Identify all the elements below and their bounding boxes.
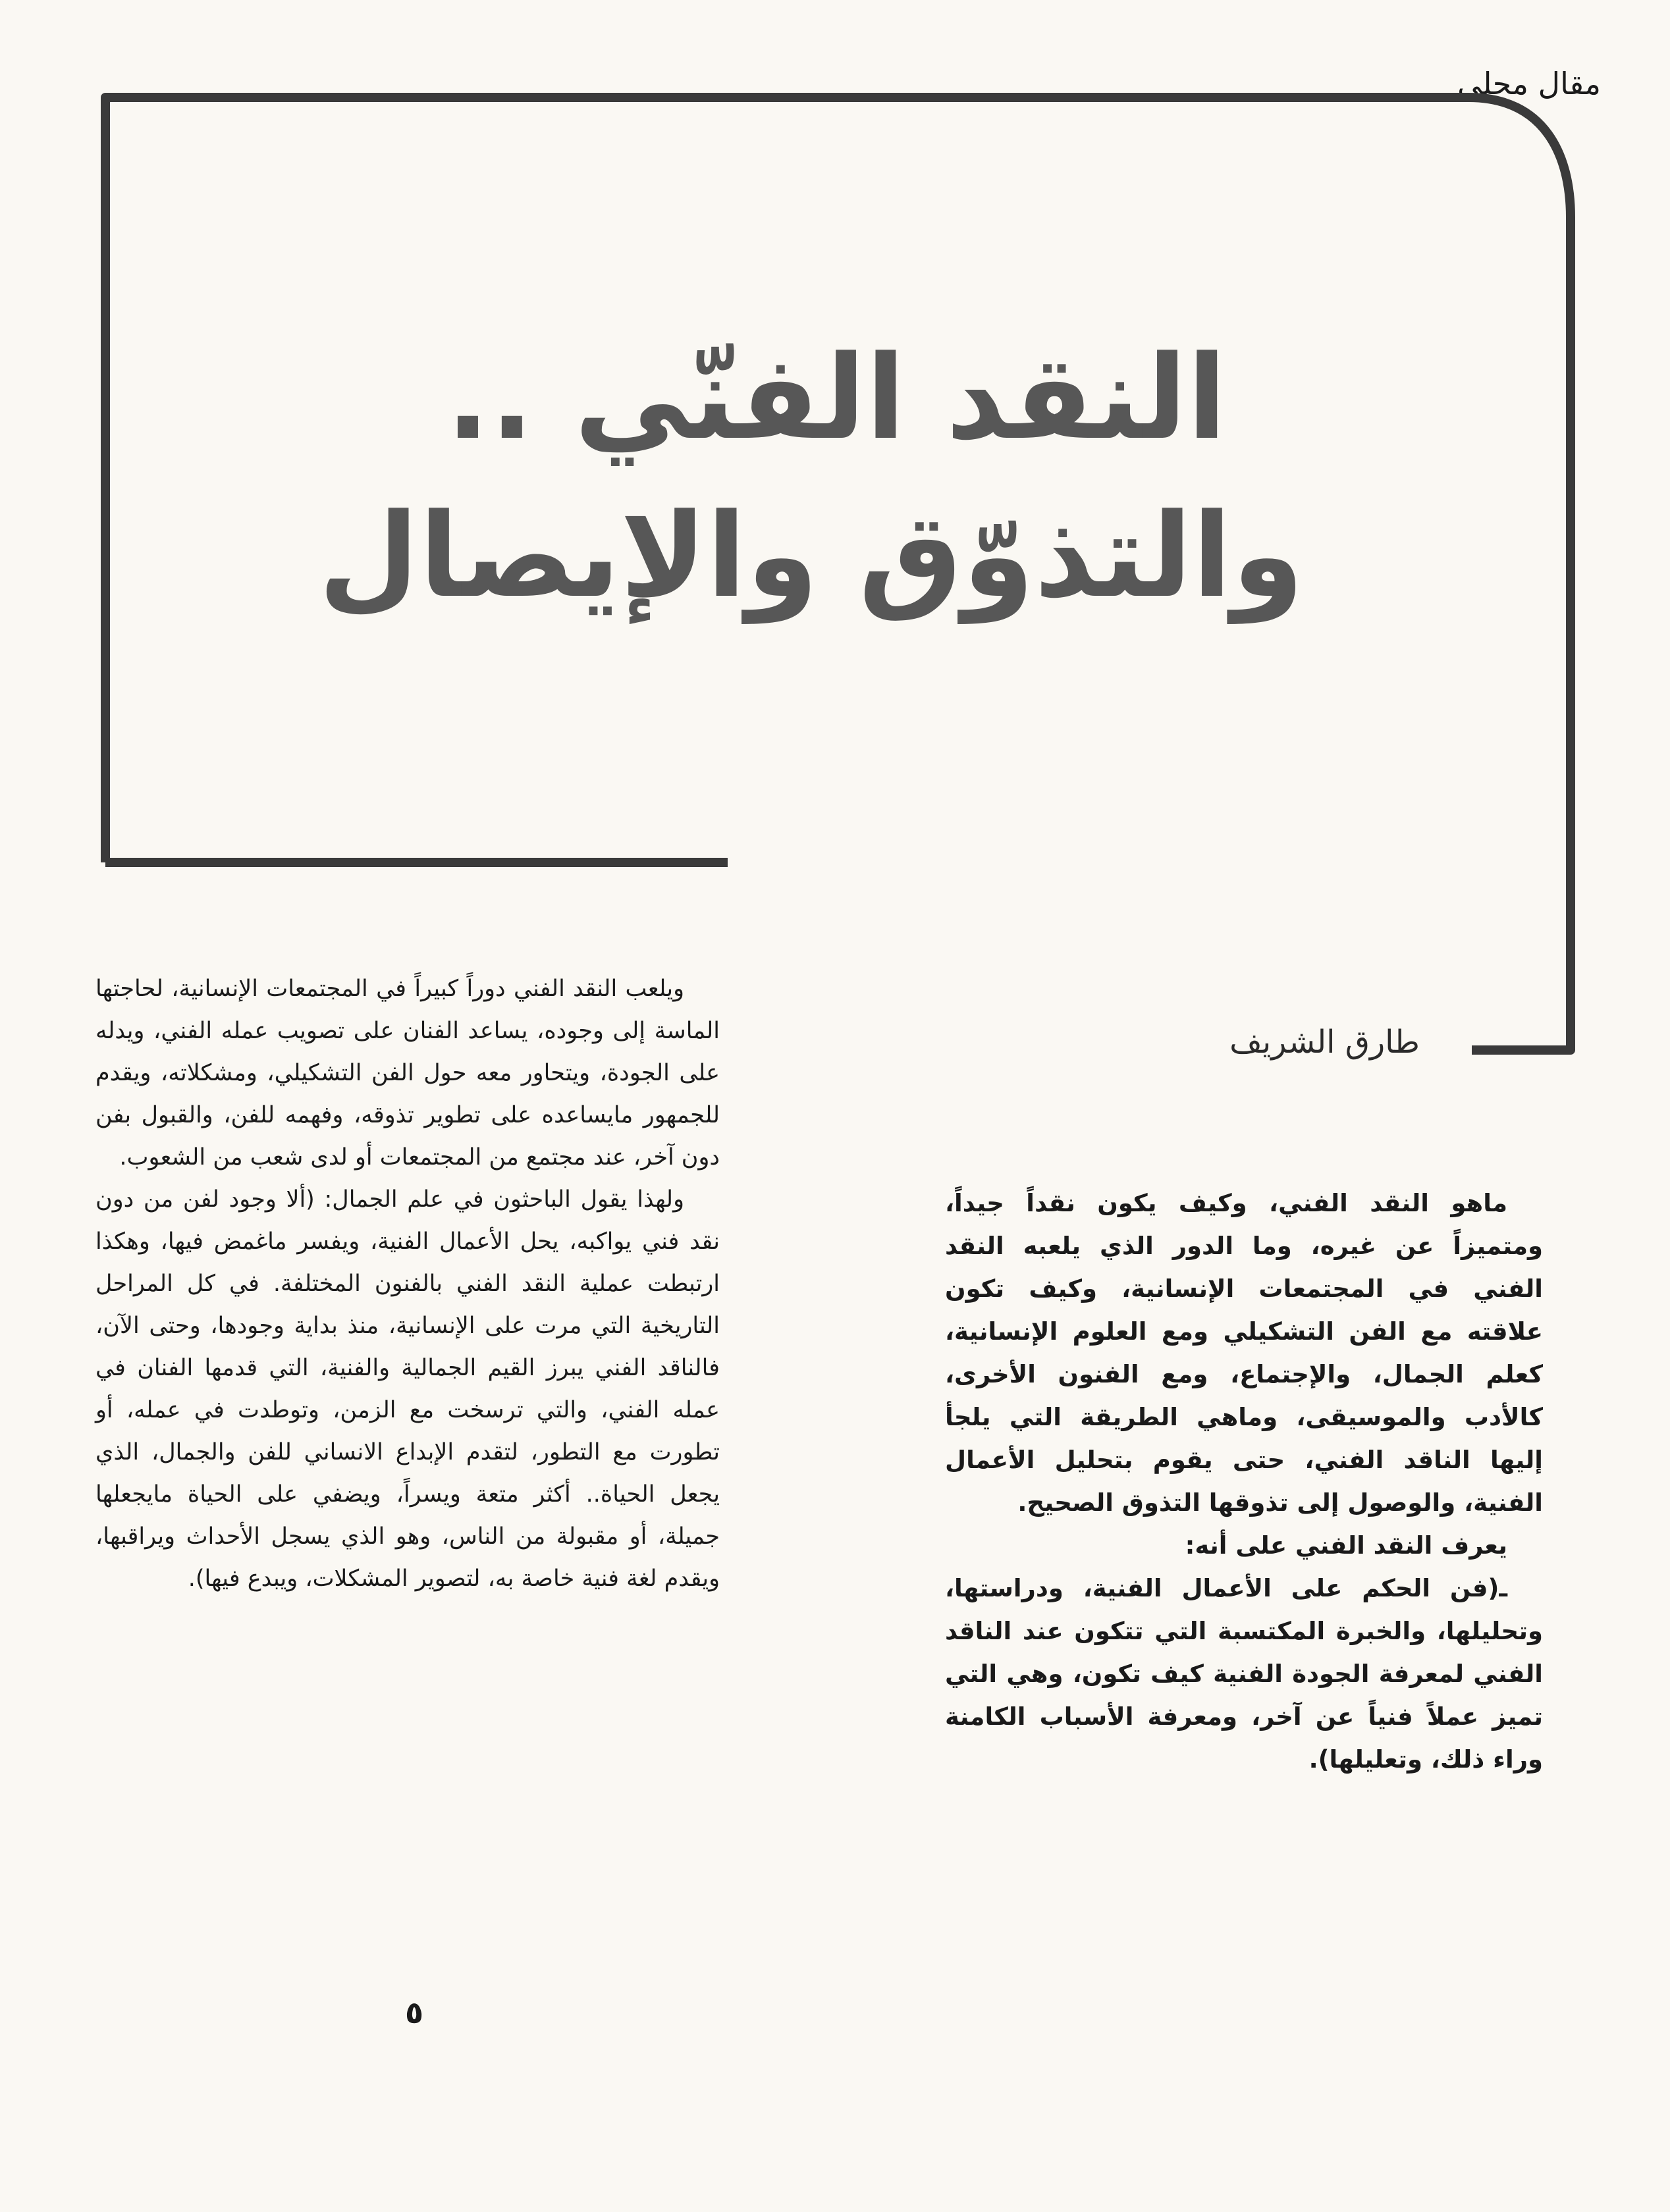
section-label: مقال محلي [1457,66,1601,101]
paragraph: يعرف النقد الفني على أنه: [1185,1531,1507,1560]
article-column-left [95,968,720,1600]
page-number: ٥ [405,1995,424,2030]
article-column-right [945,1182,1543,1781]
paragraph: ـ(فن الحكم على الأعمال الفنية، ودراستها، وتحليلها، والخبرة المكتسبة التي تتكون عند الناقد الفني لمعرفة الجودة الفنية كيف تكون، وهي التي تميز عملاً فنياً عن آخر، ومعرفة الأسباب الكامنة وراء ذلك، وتعليلها). [945,1574,1543,1774]
article-title-line1: النقد الفنّي .. [446,330,1227,465]
article-title-line2: والتذوّق والإيصال [318,488,1304,623]
paragraph: ويلعب النقد الفني دوراً كبيراً في المجتمعات الإنسانية، لحاجتها الماسة إلى وجوده، يساعد الفنان على تصويب عمله الفني، ويدله على الجودة، ويتحاور معه حول الفن التشكيلي، ومشكلاته، ويقدم للجمهور مايساعده على تطوير تذوقه، وفهمه للفن، والقبول بفن دون آخر، عند مجتمع من المجتمعات أو لدى شعب من الشعوب. [95,976,720,1171]
author-name: طارق الشريف [1229,1024,1420,1061]
paragraph: ولهذا يقول الباحثون في علم الجمال: (ألا وجود لفن من دون نقد فني يواكبه، يحل الأعمال الفنية، ويفسر ماغمض فيها، وهكذا ارتبطت عملية النقد الفني بالفنون المختلفة. في كل المراحل التاريخية التي مرت على الإنسانية، منذ بداية وجودها، وحتى الآن، فالناقد الفني يبرز القيم الجمالية والفنية، التي قدمها الفنان في عمله الفني، والتي ترسخت مع الزمن، وتوطدت في عمله، أو تطورت مع التطور، لتقدم الإبداع الانساني للفن والجمال، الذي يجعل الحياة.. أكثر متعة ويسراً، ويضفي على الحياة مايجعلها جميلة، أو مقبولة من الناس، وهو الذي يسجل الأحداث ويراقبها، ويقدم لغة فنية خاصة به، لتصوير المشكلات، ويبدع فيها). [95,1186,720,1592]
paragraph: ماهو النقد الفني، وكيف يكون نقداً جيداً، ومتميزاً عن غيره، وما الدور الذي يلعبه النقد الفني في المجتمعات الإنسانية، وكيف تكون علاقته مع الفن التشكيلي ومع العلوم الإنسانية، كعلم الجمال، والإجتماع، ومع الفنون الأخرى، كالأدب والموسيقى، وماهي الطريقة التي يلجأ إليها الناقد الفني، حتى يقوم بتحليل الأعمال الفنية، والوصول إلى تذوقها التذوق الصحيح. [945,1189,1543,1517]
